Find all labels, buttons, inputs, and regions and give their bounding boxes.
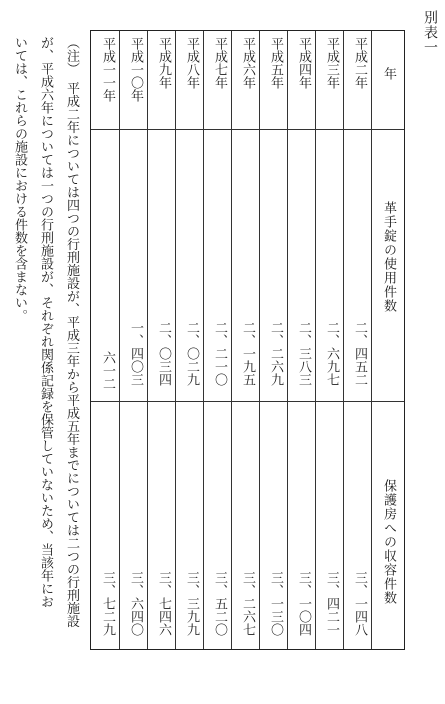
protection-count-cell: 三、七四六 <box>156 571 171 636</box>
column-divider <box>147 31 148 649</box>
protection-count-cell: 三、四二一 <box>324 571 339 636</box>
header-protection-room-count: 保護房への収容件数 <box>381 479 396 605</box>
column-divider <box>315 31 316 649</box>
page-label: 別表一 <box>422 10 438 55</box>
handcuff-count-cell: 二、〇三四 <box>156 321 171 386</box>
handcuff-count-cell: 二、〇二九 <box>184 321 199 386</box>
protection-count-cell: 三、一三〇 <box>268 571 283 636</box>
footnote-line: いては、これらの施設における件数を含まない。 <box>12 36 27 322</box>
column-divider <box>287 31 288 649</box>
year-cell: 平成三年 <box>324 37 339 89</box>
protection-count-cell: 三、一四八 <box>352 571 367 636</box>
handcuff-count-cell: 二、六九七 <box>324 321 339 386</box>
header-handcuff-count: 革手錠の使用件数 <box>381 201 396 313</box>
row-divider <box>91 401 404 402</box>
year-cell: 平成八年 <box>184 37 199 89</box>
protection-count-cell: 三、七二九 <box>100 571 115 636</box>
column-divider <box>231 31 232 649</box>
handcuff-count-cell: 二、一九五 <box>240 321 255 386</box>
year-cell: 平成二年 <box>352 37 367 89</box>
year-cell: 平成六年 <box>240 37 255 89</box>
handcuff-count-cell: 二、四五二 <box>352 321 367 386</box>
handcuff-count-cell: 二、三八三 <box>296 321 311 386</box>
column-divider <box>203 31 204 649</box>
footnote-line: （注） 平成二年については四つの行刑施設が、平成三年から平成五年までについては二つの行刑施設 <box>64 36 79 628</box>
protection-count-cell: 三、六四〇 <box>128 571 143 636</box>
protection-count-cell: 三、一〇四 <box>296 571 311 636</box>
protection-count-cell: 三、二六七 <box>240 571 255 636</box>
year-cell: 平成九年 <box>156 37 171 89</box>
footnote <box>4 36 84 676</box>
year-cell: 平成七年 <box>212 37 227 89</box>
year-cell: 平成五年 <box>268 37 283 89</box>
year-cell: 平成一一年 <box>100 37 115 102</box>
handcuff-count-cell: 一、四〇三 <box>128 321 143 386</box>
footnote-line: が、平成六年については一つの行刑施設が、それぞれ関係記録を保管していないため、当該年にお <box>38 36 53 608</box>
column-divider <box>175 31 176 649</box>
data-table <box>90 30 405 650</box>
year-cell: 平成四年 <box>296 37 311 89</box>
column-divider <box>259 31 260 649</box>
column-divider <box>343 31 344 649</box>
protection-count-cell: 三、三九九 <box>184 571 199 636</box>
row-divider <box>91 129 404 130</box>
year-cell: 平成一〇年 <box>128 37 143 102</box>
handcuff-count-cell: 二、二六九 <box>268 321 283 386</box>
protection-count-cell: 三、五二〇 <box>212 571 227 636</box>
column-divider <box>371 31 372 649</box>
header-year: 年 <box>381 67 396 81</box>
handcuff-count-cell: 六一二 <box>100 351 115 390</box>
handcuff-count-cell: 二、二一〇 <box>212 321 227 386</box>
column-divider <box>119 31 120 649</box>
